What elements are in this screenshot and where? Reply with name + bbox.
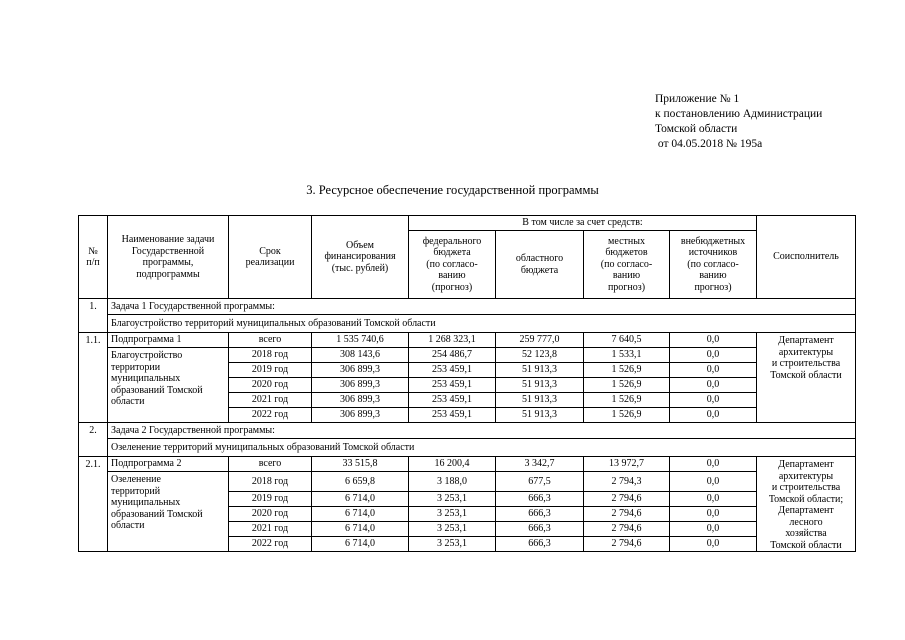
cell-federal: 254 486,7 [409,348,496,363]
cell-local: 1 526,9 [584,363,670,378]
cell-regional: 666,3 [496,507,584,522]
sub1-num: 1.1. [79,333,108,423]
cell-local: 7 640,5 [584,333,670,348]
cell-federal: 1 268 323,1 [409,333,496,348]
header-local: местных бюджетов (по согласо- ванию прогноз) [584,231,670,299]
cell-regional: 52 123,8 [496,348,584,363]
cell-federal: 253 459,1 [409,393,496,408]
table-row [79,457,856,472]
header-regional: областного бюджета [496,231,584,299]
cell-volume: 33 515,8 [312,457,409,472]
cell-offbudget: 0,0 [670,457,757,472]
cell-regional: 51 913,3 [496,393,584,408]
cell-offbudget: 0,0 [670,522,757,537]
cell-offbudget: 0,0 [670,378,757,393]
cell-offbudget: 0,0 [670,507,757,522]
cell-local: 2 794,6 [584,507,670,522]
sub2-num: 2.1. [79,457,108,552]
cell-federal: 3 253,1 [409,492,496,507]
cell-period: 2022 год [229,537,312,552]
cell-federal: 16 200,4 [409,457,496,472]
cell-period: 2020 год [229,507,312,522]
task2-title: Задача 2 Государственной программы: [108,423,856,439]
cell-regional: 666,3 [496,522,584,537]
cell-local: 13 972,7 [584,457,670,472]
cell-regional: 51 913,3 [496,408,584,423]
cell-period: 2018 год [229,472,312,492]
table-row [79,333,856,348]
sub2-coexec: Департамент архитектуры и строительства Томской области; Департамент лесного хозяйства Томской области [757,457,856,552]
cell-volume: 6 714,0 [312,537,409,552]
cell-federal: 3 253,1 [409,507,496,522]
cell-local: 1 526,9 [584,378,670,393]
cell-regional: 3 342,7 [496,457,584,472]
table-row [79,439,856,457]
cell-local: 1 526,9 [584,393,670,408]
header-name: Наименование задачи Государственной программы, подпрограммы [108,216,229,299]
header-coexec: Соисполнитель [757,216,856,299]
cell-offbudget: 0,0 [670,408,757,423]
task2-num: 2. [79,423,108,457]
cell-federal: 253 459,1 [409,363,496,378]
cell-volume: 306 899,3 [312,393,409,408]
cell-local: 2 794,6 [584,537,670,552]
cell-volume: 306 899,3 [312,363,409,378]
cell-volume: 306 899,3 [312,378,409,393]
sub1-coexec: Департамент архитектуры и строительства Томской области [757,333,856,423]
cell-period: всего [229,333,312,348]
cell-volume: 6 714,0 [312,522,409,537]
cell-volume: 306 899,3 [312,408,409,423]
cell-local: 2 794,6 [584,522,670,537]
cell-period: 2021 год [229,522,312,537]
cell-offbudget: 0,0 [670,537,757,552]
appendix-note: Приложение № 1 к постановлению Администрации Томской области от 04.05.2018 № 195а [655,93,823,150]
header-federal: федерального бюджета (по согласо- ванию (прогноз) [409,231,496,299]
cell-offbudget: 0,0 [670,333,757,348]
cell-period: 2021 год [229,393,312,408]
cell-regional: 677,5 [496,472,584,492]
sub1-name: Подпрограмма 1 [108,333,229,348]
cell-offbudget: 0,0 [670,472,757,492]
cell-federal: 253 459,1 [409,408,496,423]
cell-local: 2 794,3 [584,472,670,492]
cell-local: 2 794,6 [584,492,670,507]
cell-regional: 51 913,3 [496,378,584,393]
cell-volume: 6 714,0 [312,492,409,507]
task2-desc: Озеленение территорий муниципальных образований Томской области [108,439,856,457]
header-num: № п/п [79,216,108,299]
cell-volume: 308 143,6 [312,348,409,363]
cell-offbudget: 0,0 [670,348,757,363]
sub2-name: Подпрограмма 2 [108,457,229,472]
task1-num: 1. [79,299,108,333]
cell-federal: 3 253,1 [409,522,496,537]
table-row [79,423,856,439]
page-title: 3. Ресурсное обеспечение государственной программы [306,183,599,197]
cell-period: 2018 год [229,348,312,363]
cell-local: 1 526,9 [584,408,670,423]
task1-title: Задача 1 Государственной программы: [108,299,856,315]
cell-federal: 3 188,0 [409,472,496,492]
cell-volume: 1 535 740,6 [312,333,409,348]
cell-period: 2020 год [229,378,312,393]
table-row [79,472,856,492]
table-row [79,348,856,363]
cell-local: 1 533,1 [584,348,670,363]
header-incl: В том числе за счет средств: [409,216,757,231]
cell-period: 2019 год [229,492,312,507]
cell-offbudget: 0,0 [670,363,757,378]
cell-period: всего [229,457,312,472]
cell-offbudget: 0,0 [670,492,757,507]
cell-regional: 666,3 [496,537,584,552]
task1-desc: Благоустройство территорий муниципальных образований Томской области [108,315,856,333]
cell-federal: 3 253,1 [409,537,496,552]
cell-federal: 253 459,1 [409,378,496,393]
header-term: Срок реализации [229,216,312,299]
cell-regional: 51 913,3 [496,363,584,378]
header-offbudget: внебюджетных источников (по согласо- ванию прогноз) [670,231,757,299]
cell-regional: 259 777,0 [496,333,584,348]
cell-regional: 666,3 [496,492,584,507]
resource-table [78,215,856,552]
cell-period: 2019 год [229,363,312,378]
cell-offbudget: 0,0 [670,393,757,408]
cell-period: 2022 год [229,408,312,423]
header-volume: Объем финансирования (тыс. рублей) [312,216,409,299]
sub1-desc: Благоустройство территории муниципальных образований Томской области [108,348,229,423]
sub2-desc: Озеленение территорий муниципальных образований Томской области [108,472,229,552]
cell-volume: 6 659,8 [312,472,409,492]
cell-volume: 6 714,0 [312,507,409,522]
